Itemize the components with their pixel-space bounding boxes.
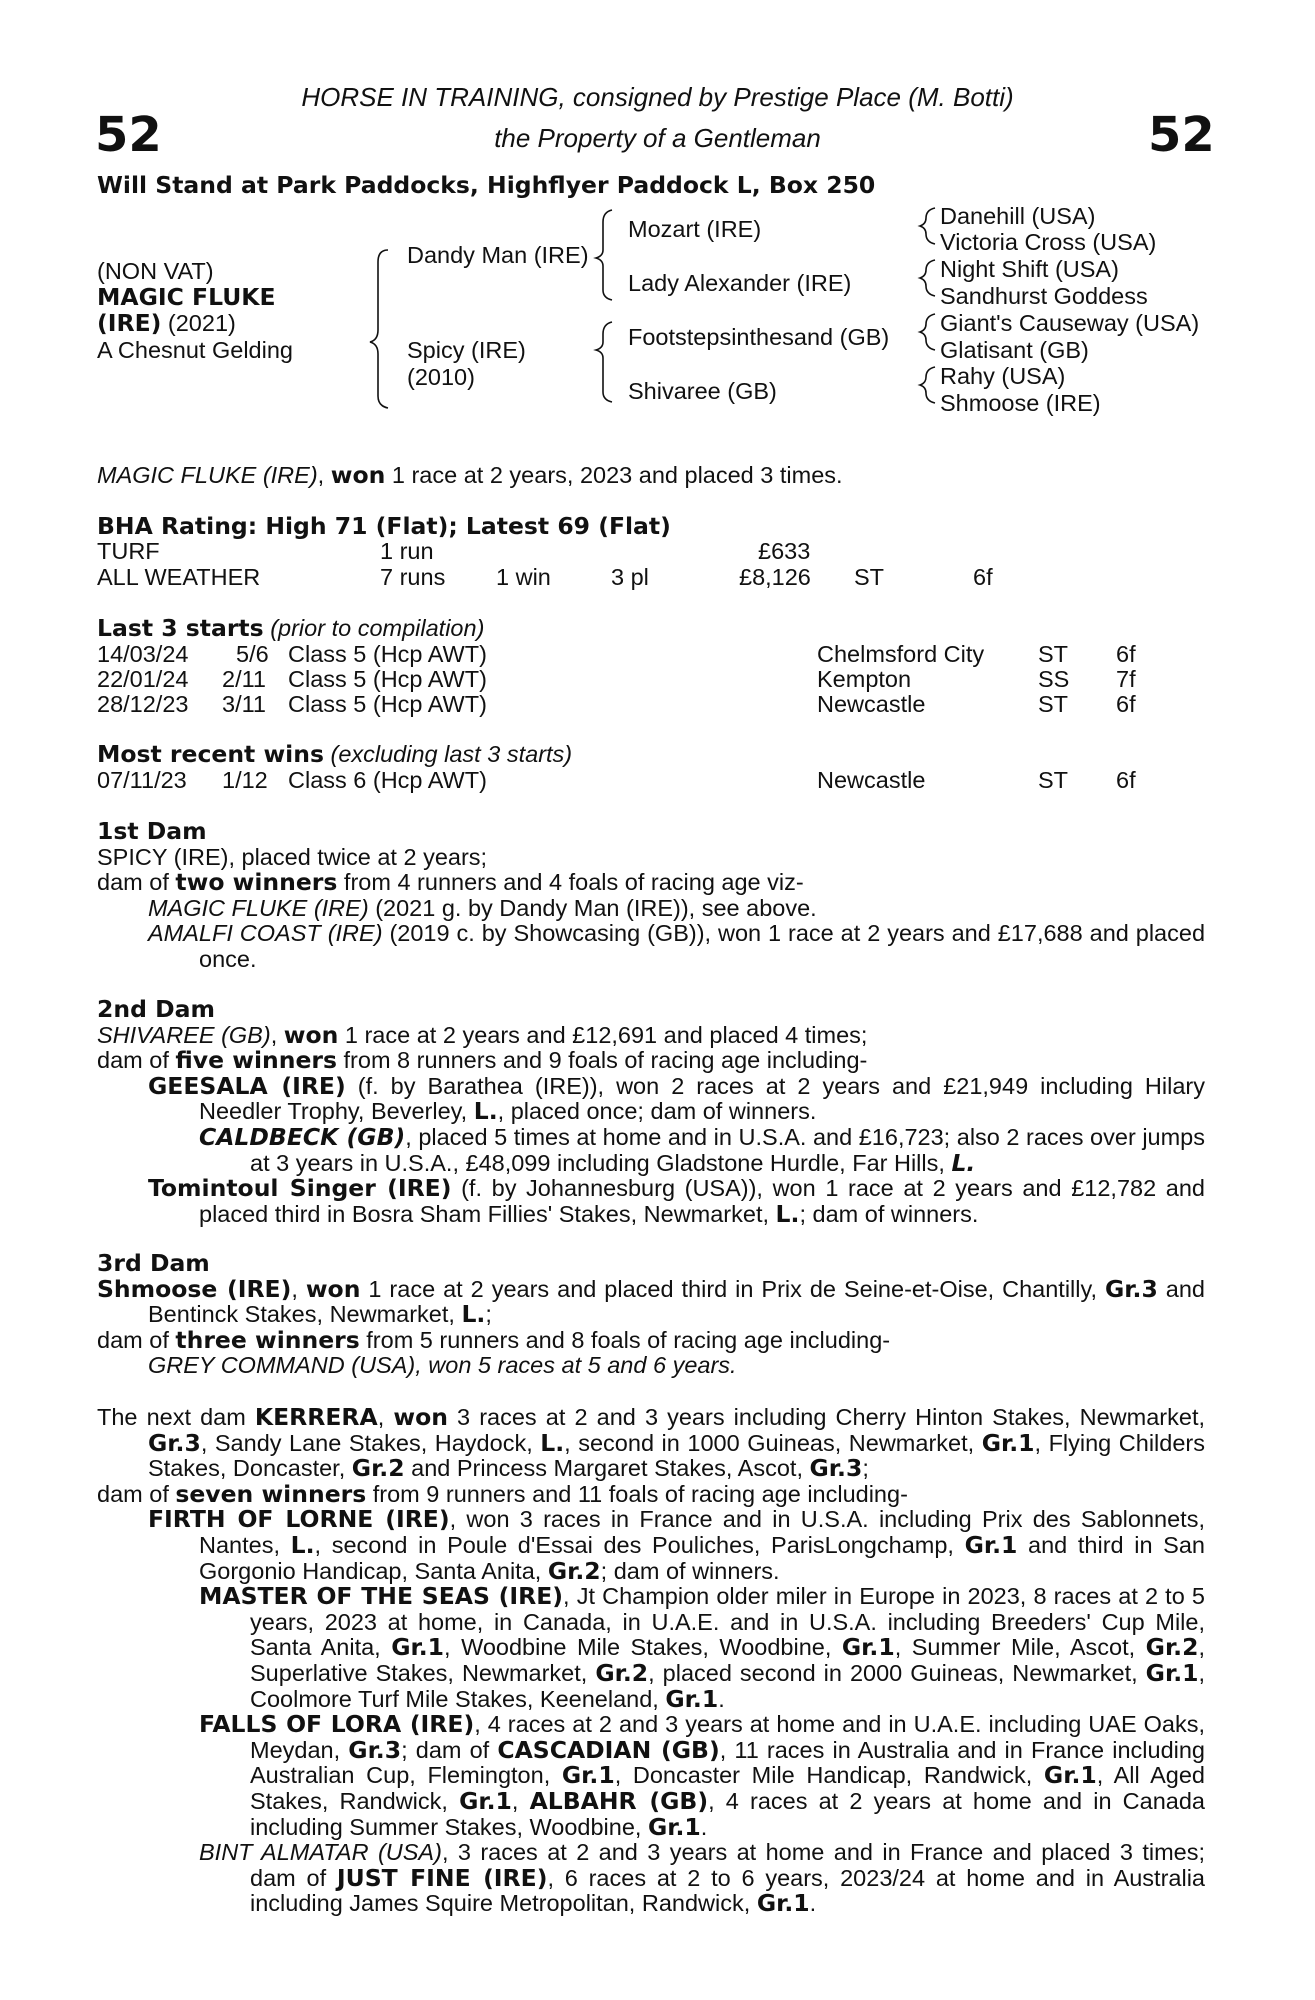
lot-number-left: 52: [95, 107, 162, 163]
sire-bracket: [596, 210, 612, 300]
second-dam-grand-offspring: CALDBECK (GB), placed 5 times at home and in U.S.A. and £16,723; also 2 races over jumps at 3 years in U.S.A., £48,099 including Gladstone Hurdle, Far Hills, L.: [199, 1122, 1206, 1177]
next-dam-grand-offspring: BINT ALMATAR (USA), 3 races at 2 and 3 years at home and in France and placed 3 times; dam of JUST FINE (IRE), 6 races at 2 to 6 years, 2023/24 at home and in Australia including James Squire Metropolitan, Randwick, Gr.1.: [199, 1839, 1205, 1918]
third-dam-section: [97, 1251, 1205, 1379]
first-dam-section: [97, 819, 1205, 973]
bha-rating: BHA Rating: High 71 (Flat); Latest 69 (Flat): [97, 512, 671, 540]
pedigree-gen3-2: Victoria Cross (USA): [940, 229, 1157, 255]
pedigree-gen3-5: Giant's Causeway (USA): [940, 310, 1200, 336]
second-dam-produce-line: dam of five winners from 8 runners and 9 foals of racing age including-: [97, 1046, 868, 1075]
consignment-line: HORSE IN TRAINING, consigned by Prestige Place (M. Botti): [301, 82, 1014, 112]
first-dam-heading: 1st Dam: [97, 817, 207, 845]
lot-number-right: 52: [1148, 107, 1215, 163]
pedigree-sire: Dandy Man (IRE): [407, 242, 589, 268]
next-dam-grand-offspring: MASTER OF THE SEAS (IRE), Jt Champion older miler in Europe in 2023, 8 races at 2 to 5 years, 2023 at home, in Canada, in U.A.E. and in U.S.A. including Breeders' Cup Mile, Santa Anita, Gr.1, Woodbine Mile Stakes, Woodbine, Gr.1, Summer Mile, Ascot, Gr.2, Superlative Stakes, Newmarket, Gr.2, placed second in 2000 Guineas, Newmarket, Gr.1, Coolmore Turf Mile Stakes, Keeneland, Gr.1.: [199, 1582, 1206, 1713]
pedigree-brackets: [0, 0, 1315, 420]
second-dam-heading: 2nd Dam: [97, 995, 215, 1023]
horse-description: A Chesnut Gelding: [97, 337, 293, 363]
stand-location: Will Stand at Park Paddocks, Highflyer Paddock L, Box 250: [97, 171, 876, 199]
gen3-bracket-4: [920, 367, 935, 403]
third-dam-line: Shmoose (IRE), won 1 race at 2 years and placed third in Prix de Seine-et-Oise, Chantilly, Gr.3 and Bentinck Stakes, Newmarket, L.;: [97, 1274, 1205, 1329]
gen3-bracket-1: [920, 208, 935, 244]
second-dam-offspring: Tomintoul Singer (IRE) (f. by Johannesburg (USA)), won 1 race at 2 years and £12,782 and placed third in Bosra Sham Fillies' Stakes, Newmarket, L.; dam of winners.: [148, 1174, 1205, 1228]
pedigree-gen3-1: Danehill (USA): [940, 203, 1096, 229]
gen3-bracket-2: [920, 260, 935, 296]
next-dam-section: [97, 1405, 1205, 1917]
next-dam-line: The next dam KERRERA, won 3 races at 2 and 3 years including Cherry Hinton Stakes, Newmarket, Gr.3, Sandy Lane Stakes, Haydock, L., second in 1000 Guineas, Newmarket, Gr.1, Flying Childers Stakes, Doncaster, Gr.2 and Princess Margaret Stakes, Ascot, Gr.3;: [97, 1403, 1206, 1483]
first-dam-line: SPICY (IRE), placed twice at 2 years;: [97, 843, 488, 870]
third-dam-offspring: GREY COMMAND (USA), won 5 races at 5 and 6 years.: [148, 1352, 737, 1379]
recent-wins-heading: Most recent wins (excluding last 3 starts): [97, 740, 573, 768]
second-dam-section: [97, 997, 1205, 1227]
main-bracket: [370, 250, 388, 408]
vat-status: (NON VAT): [97, 258, 214, 284]
first-dam-produce-line: dam of two winners from 4 runners and 4 foals of racing age viz-: [97, 868, 804, 897]
pedigree-gen3-7: Rahy (USA): [940, 363, 1066, 389]
next-dam-offspring: FIRTH OF LORNE (IRE), won 3 races in France and in U.S.A. including Prix des Sablonnets, Nantes, L., second in Poule d'Essai des Pouliches, ParisLongchamp, Gr.1 and third in San Gorgonio Handicap, Santa Anita, Gr.2; dam of winners.: [148, 1505, 1205, 1585]
gen3-bracket-3: [920, 314, 935, 350]
last3-heading: Last 3 starts (prior to compilation): [97, 614, 485, 642]
next-dam-produce-line: dam of seven winners from 9 runners and 11 foals of racing age including-: [97, 1479, 908, 1508]
third-dam-produce-line: dam of three winners from 5 runners and 8 foals of racing age including-: [97, 1325, 891, 1354]
pedigree-gen3-8: Shmoose (IRE): [940, 390, 1101, 416]
second-dam-line: SHIVAREE (GB), won 1 race at 2 years and £12,691 and placed 4 times;: [97, 1020, 868, 1049]
first-dam-offspring: AMALFI COAST (IRE) (2019 c. by Showcasing (GB)), won 1 race at 2 years and £17,688 and placed once.: [148, 920, 1206, 972]
dam-bracket: [596, 322, 612, 402]
pedigree-sire-dam: Lady Alexander (IRE): [628, 270, 852, 296]
next-dam-grand-offspring: FALLS OF LORA (IRE), 4 races at 2 and 3 years at home and in U.A.E. including UAE Oaks, Meydan, Gr.3; dam of CASCADIAN (GB), 11 races in Australia and in France including Australian Cup, Flemington, Gr.1, Doncaster Mile Handicap, Randwick, Gr.1, All Aged Stakes, Randwick, Gr.1, ALBAHR (GB), 4 races at 2 years at home and in Canada including Summer Stakes, Woodbine, Gr.1.: [199, 1710, 1205, 1841]
pedigree-dam: Spicy (IRE): [407, 337, 526, 363]
horse-origin: (IRE): [97, 309, 162, 337]
property-line: the Property of a Gentleman: [494, 123, 821, 153]
horse-year: (2021): [167, 310, 236, 336]
pedigree-dam-year: (2010): [407, 364, 475, 390]
first-dam-offspring: MAGIC FLUKE (IRE) (2021 g. by Dandy Man (IRE)), see above.: [148, 894, 817, 921]
pedigree-dam-sire: Footstepsinthesand (GB): [628, 324, 890, 350]
pedigree-sire-sire: Mozart (IRE): [628, 216, 762, 242]
pedigree-gen3-4: Sandhurst Goddess: [940, 283, 1148, 309]
third-dam-heading: 3rd Dam: [97, 1249, 210, 1277]
pedigree-gen3-6: Glatisant (GB): [940, 337, 1089, 363]
horse-name: MAGIC FLUKE: [97, 283, 276, 311]
pedigree-gen3-3: Night Shift (USA): [940, 256, 1119, 282]
second-dam-offspring: GEESALA (IRE) (f. by Barathea (IRE)), won 2 races at 2 years and £21,949 including Hilary Needler Trophy, Beverley, L., placed once; dam of winners.: [148, 1071, 1205, 1126]
catalogue-page: 52 52 HORSE IN TRAINING, consigned by Prestige Place (M. Botti) the Property of a Gentleman Will Stand at Park Paddocks, Highflyer Paddock L, Box 250 (NON VAT) MAGIC FLUKE (IRE) (2021) A Chesnut Gelding Dandy Man (IRE) Spicy (IRE) (2010) Mozart (IRE) Lady Alexander (IRE) Footstepsinthesand (GB) Shivaree (GB) Danehill (USA) Victoria Cross (USA) Night Shift (USA) Sandhurst Goddess Giant's Causeway (USA) Glatisant (GB) Rahy (USA) Shmoose (IRE) MAGIC FLUKE (IRE), won 1 race at 2 years, 2023 and placed 3 times. BHA Rating: High 71 (Flat); Latest 69 (Flat) TURF 1 run £633 ALL WEATHER 7 runs 1 win 3 pl £8,126 ST 6f Last 3 starts (prior to compilation) 14/03/24 5/6 Class 5 (Hcp AWT) Chelmsford City ST 6f 22/01/24 2/11 Class 5 (Hcp AWT) Kempton SS 7f 28/12/23 3/11 Class 5 (Hcp AWT) Newcastle ST 6f Most recent wins (excluding last 3 starts) 07/11/23 1/12 Class 6 (Hcp AWT) Newcastle ST 6f 1st Dam SPICY (IRE), placed twice at 2 years; dam of two winners from 4 runners and 4 foals of racing age viz- MAGIC FLUKE (IRE) (2021 g. by Dandy Man (IRE)), see above. AMALFI COAST (IRE) (2019 c. by Showcasing (GB)), won 1 race at 2 years and £17,688 and placed once. 2nd Dam SHIVAREE (GB), won 1 race at 2 years and £12,691 and placed 4 times; dam of five winners from 8 runners and 9 foals of racing age including- GEESALA (IRE) (f. by Barathea (IRE)), won 2 races at 2 years and £21,949 including Hilary Needler Trophy, Beverley, L., placed once; dam of winners. CALDBECK (GB), placed 5 times at home and in U.S.A. and £16,723; also 2 races over jumps at 3 years in U.S.A., £48,099 including Gladstone Hurdle, Far Hills, L. Tomintoul Singer (IRE) (f. by Johannesburg (USA)), won 1 race at 2 years and £12,782 and placed third in Bosra Sham Fillies' Stakes, Newmarket, L.; dam of winners. 3rd Dam Shmoose (IRE), won 1 race at 2 years and placed third in Prix de Seine-et-Oise, Chantilly, Gr.3 and Bentinck Stakes, Newmarket, L.; dam of three winners from 5 runners and 8 foals of racing age including- GREY COMMAND (USA), won 5 races at 5 and 6 years. The next dam KERRERA, won 3 races at 2 and 3 years including Cherry Hinton Stakes, Newmarket, Gr.3, Sandy Lane Stakes, Haydock, L., second in 1000 Guineas, Newmarket, Gr.1, Flying Childers Stakes, Doncaster, Gr.2 and Princess Margaret Stakes, Ascot, Gr.3; dam of seven winners from 9 runners and 11 foals of racing age including- FIRTH OF LORNE (IRE), won 3 races in France and in U.S.A. including Prix des Sablonnets, Nantes, L., second in Poule d'Essai des Pouliches, ParisLongchamp, Gr.1 and third in San Gorgonio Handicap, Santa Anita, Gr.2; dam of winners. MASTER OF THE SEAS (IRE), Jt Champion older miler in Europe in 2023, 8 races at 2 to 5 years, 2023 at home, in Canada, in U.A.E. and in U.S.A. including Breeders' Cup Mile, Santa Anita, Gr.1, Woodbine Mile Stakes, Woodbine, Gr.1, Summer Mile, Ascot, Gr.2, Superlative Stakes, Newmarket, Gr.2, placed second in 2000 Guineas, Newmarket, Gr.1, Coolmore Turf Mile Stakes, Keeneland, Gr.1. FALLS OF LORA (IRE), 4 races at 2 and 3 years at home and in U.A.E. including UAE Oaks, Meydan, Gr.3; dam of CASCADIAN (GB), 11 races in Australia and in France including Australian Cup, Flemington, Gr.1, Doncaster Mile Handicap, Randwick, Gr.1, All Aged Stakes, Randwick, Gr.1, ALBAHR (GB), 4 races at 2 years at home and in Canada including Summer Stakes, Woodbine, Gr.1. BINT ALMATAR (USA), 3 races at 2 and 3 years at home and in France and placed 3 times; dam of JUST FINE (IRE), 6 races at 2 to 6 years, 2023/24 at home and in Australia including James Squire Metropolitan, Randwick, Gr.1.: [0, 0, 1315, 2000]
race-summary: MAGIC FLUKE (IRE), won 1 race at 2 years, 2023 and placed 3 times.: [97, 461, 843, 489]
pedigree-dam-dam: Shivaree (GB): [628, 378, 777, 404]
